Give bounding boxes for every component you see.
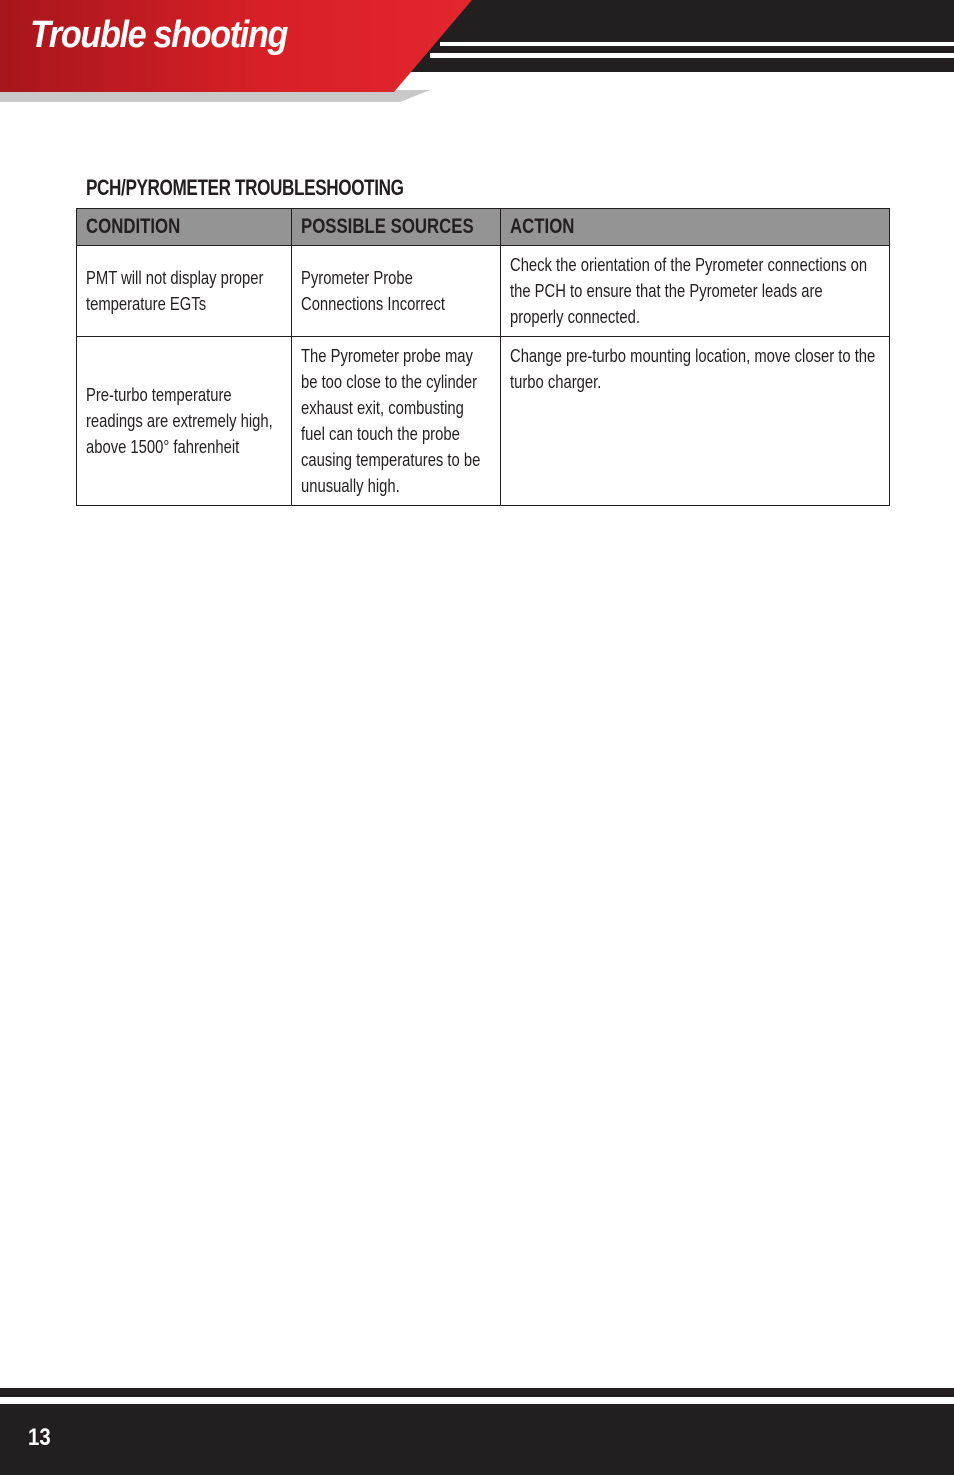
cell-action: Change pre-turbo mounting location, move closer to the turbo charger.	[501, 337, 890, 506]
page-title: Trouble shooting	[30, 14, 288, 56]
table-row	[77, 246, 890, 337]
footer-bar	[0, 1404, 954, 1475]
section-title: PCH/PYROMETER TROUBLESHOOTING	[86, 175, 404, 200]
footer-rule	[0, 1388, 954, 1397]
cell-condition: Pre-turbo temperature readings are extremely high, above 1500° fahrenheit	[77, 337, 292, 506]
header-stripe-1	[440, 42, 954, 46]
cell-condition: PMT will not display proper temperature EGTs	[77, 246, 292, 337]
cell-sources: The Pyrometer probe may be too close to the cylinder exhaust exit, combusting fuel can touch the probe causing temperatures to be unusually high.	[292, 337, 501, 506]
page-number: 13	[28, 1424, 51, 1451]
column-header-condition: CONDITION	[77, 209, 292, 246]
cell-sources: Pyrometer Probe Connections Incorrect	[292, 246, 501, 337]
cell-action: Check the orientation of the Pyrometer connections on the PCH to ensure that the Pyrometer leads are properly connected.	[501, 246, 890, 337]
column-header-action: ACTION	[501, 209, 890, 246]
column-header-possible-sources: POSSIBLE SOURCES	[292, 209, 501, 246]
header-banner	[0, 0, 954, 104]
table-header-row	[77, 209, 890, 246]
troubleshooting-table	[76, 208, 890, 506]
header-dark-band	[380, 0, 954, 72]
header-stripe-2	[430, 53, 954, 58]
table-row	[77, 337, 890, 506]
